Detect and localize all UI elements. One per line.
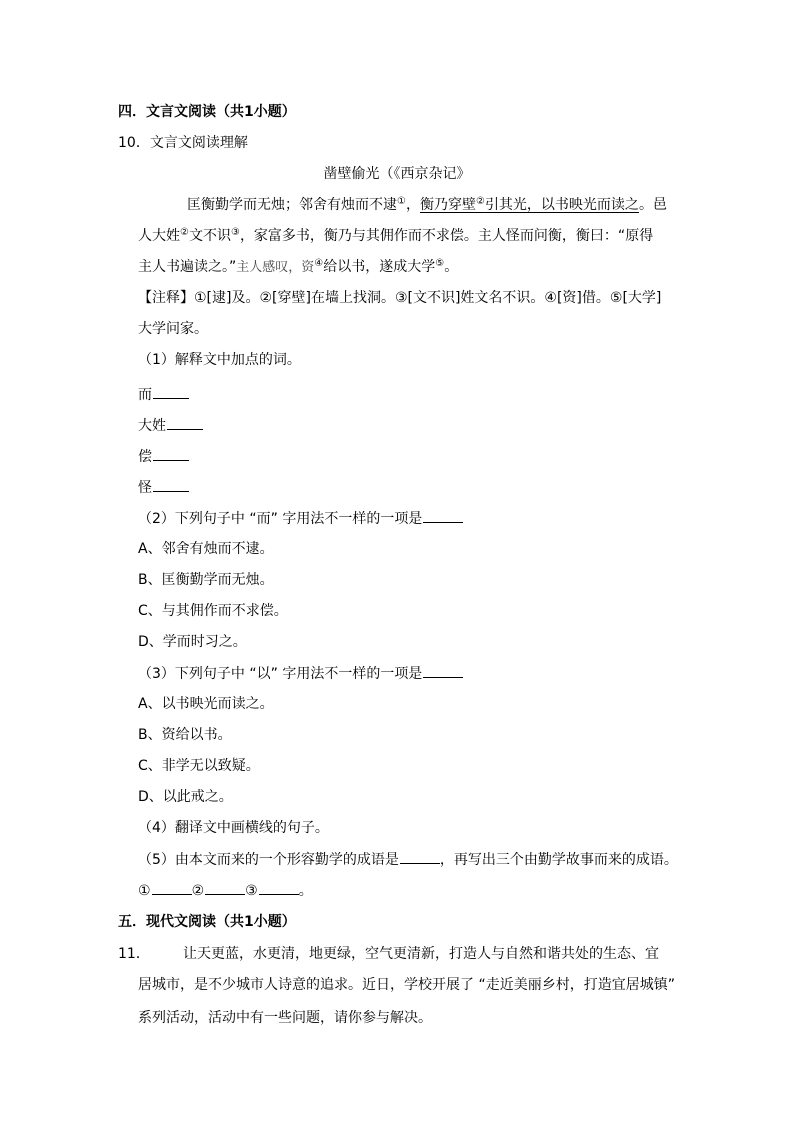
question-text: （2）下列句子中 “而” 字用法不一样的一项是 xyxy=(138,511,423,527)
passage-title: 凿壁偷光（《西京杂记》 xyxy=(323,166,471,182)
sub-question-4: （4）翻译文中画横线的句子。 xyxy=(138,820,329,836)
passage-line-2 xyxy=(138,226,653,246)
answer-blank[interactable] xyxy=(153,384,189,399)
underlined-sentence xyxy=(420,197,639,213)
blank-number: ② xyxy=(191,883,205,899)
option-item: B、资给以书。 xyxy=(138,727,232,743)
option-item: B、匡衡勤学而无烛。 xyxy=(138,572,274,588)
question-text: （5）由本文而来的一个形容勤学的成语是 xyxy=(138,852,399,868)
end-punct: 。 xyxy=(298,883,313,899)
sub-question-1: （1）解释文中加点的词。 xyxy=(138,352,301,368)
section-5-heading: 五．现代文阅读（共1小题） xyxy=(118,914,296,930)
answer-blank[interactable] xyxy=(259,880,299,895)
paragraph-line: 系列活动，活动中有一些问题，请你参与解决。 xyxy=(138,1010,432,1026)
passage-text: 主人感叹，资 xyxy=(236,260,315,275)
footnote-marker: ② xyxy=(180,227,189,238)
passage-text: 给以书，遂成大学 xyxy=(323,259,436,275)
footnote-marker: ④ xyxy=(314,258,324,269)
passage-text: 匡衡勤学而无烛；邻舍有烛而不逮 xyxy=(187,197,397,213)
passage-text: ， xyxy=(405,197,420,213)
word-item xyxy=(138,415,203,436)
question-text: （3）下列句子中 “以” 字用法不一样的一项是 xyxy=(138,666,423,682)
idiom-blanks xyxy=(138,880,313,901)
footnote-marker: ② xyxy=(475,196,485,207)
paragraph-line: 让天更蓝，水更清，地更绿，空气更清新，打造人与自然和谐共处的生态、宜 xyxy=(183,946,659,962)
passage-text: 主人书遍读之。” xyxy=(138,259,237,275)
question-text: ，再写出三个由勤学故事而来的成语。 xyxy=(439,852,678,868)
answer-blank[interactable] xyxy=(153,477,189,492)
answer-blank[interactable] xyxy=(400,849,440,864)
answer-blank[interactable] xyxy=(205,880,245,895)
answer-blank[interactable] xyxy=(153,446,189,461)
notes-line-1: 【注释】①[逮]及。②[穿壁]在墙上找洞。③[文不识]姓文名不识。④[资]借。⑤[大学] xyxy=(138,290,662,306)
option-item: C、非学无以致疑。 xyxy=(138,758,260,774)
word-label: 怪 xyxy=(138,480,152,496)
underlined-text: 衡乃穿壁 xyxy=(419,197,476,213)
option-item: D、以此戒之。 xyxy=(138,789,233,805)
word-label: 大姓 xyxy=(138,418,166,434)
option-item: C、与其佣作而不求偿。 xyxy=(138,603,288,619)
blank-number: ① xyxy=(138,883,151,899)
passage-text: 。邑 xyxy=(638,197,667,213)
passage-text: 。 xyxy=(444,259,459,275)
word-item xyxy=(138,477,189,498)
word-label: 偿 xyxy=(138,449,152,465)
question-10-label: 10．文言文阅读理解 xyxy=(118,135,248,151)
answer-blank[interactable] xyxy=(167,415,203,430)
footnote-marker: ③ xyxy=(230,227,240,238)
paragraph-line: 居城市，是不少城市人诗意的追求。近日，学校开展了 “走近美丽乡村，打造宜居城镇” xyxy=(138,977,675,993)
notes-line-2: 大学问家。 xyxy=(138,321,208,337)
option-item: D、学而时习之。 xyxy=(138,634,247,650)
blank-number: ③ xyxy=(245,883,258,899)
option-item: A、以书映光而读之。 xyxy=(138,696,274,712)
sub-question-2 xyxy=(138,508,463,529)
sub-question-3 xyxy=(138,663,463,684)
word-label: 而 xyxy=(138,387,152,403)
passage-text: 文不识 xyxy=(188,228,231,244)
footnote-marker: ① xyxy=(397,196,406,207)
sub-question-5 xyxy=(138,849,678,870)
answer-blank[interactable] xyxy=(423,508,463,523)
word-item xyxy=(138,446,189,467)
option-item: A、邻舍有烛而不逮。 xyxy=(138,541,274,557)
passage-line-1 xyxy=(187,195,667,215)
question-11-label: 11． xyxy=(118,946,150,962)
passage-text: 人大姓 xyxy=(138,228,180,244)
answer-blank[interactable] xyxy=(152,880,192,895)
passage-line-3 xyxy=(138,257,458,278)
section-4-heading: 四．文言文阅读（共1小题） xyxy=(118,104,296,120)
answer-blank[interactable] xyxy=(423,663,463,678)
underlined-text: 引其光，以书映光而读之 xyxy=(484,197,639,213)
word-item xyxy=(138,384,189,405)
footnote-marker: ⑤ xyxy=(435,258,445,269)
passage-text: ，家富多书，衡乃与其佣作而不求偿。主人怪而问衡，衡曰：“原得 xyxy=(239,228,654,244)
